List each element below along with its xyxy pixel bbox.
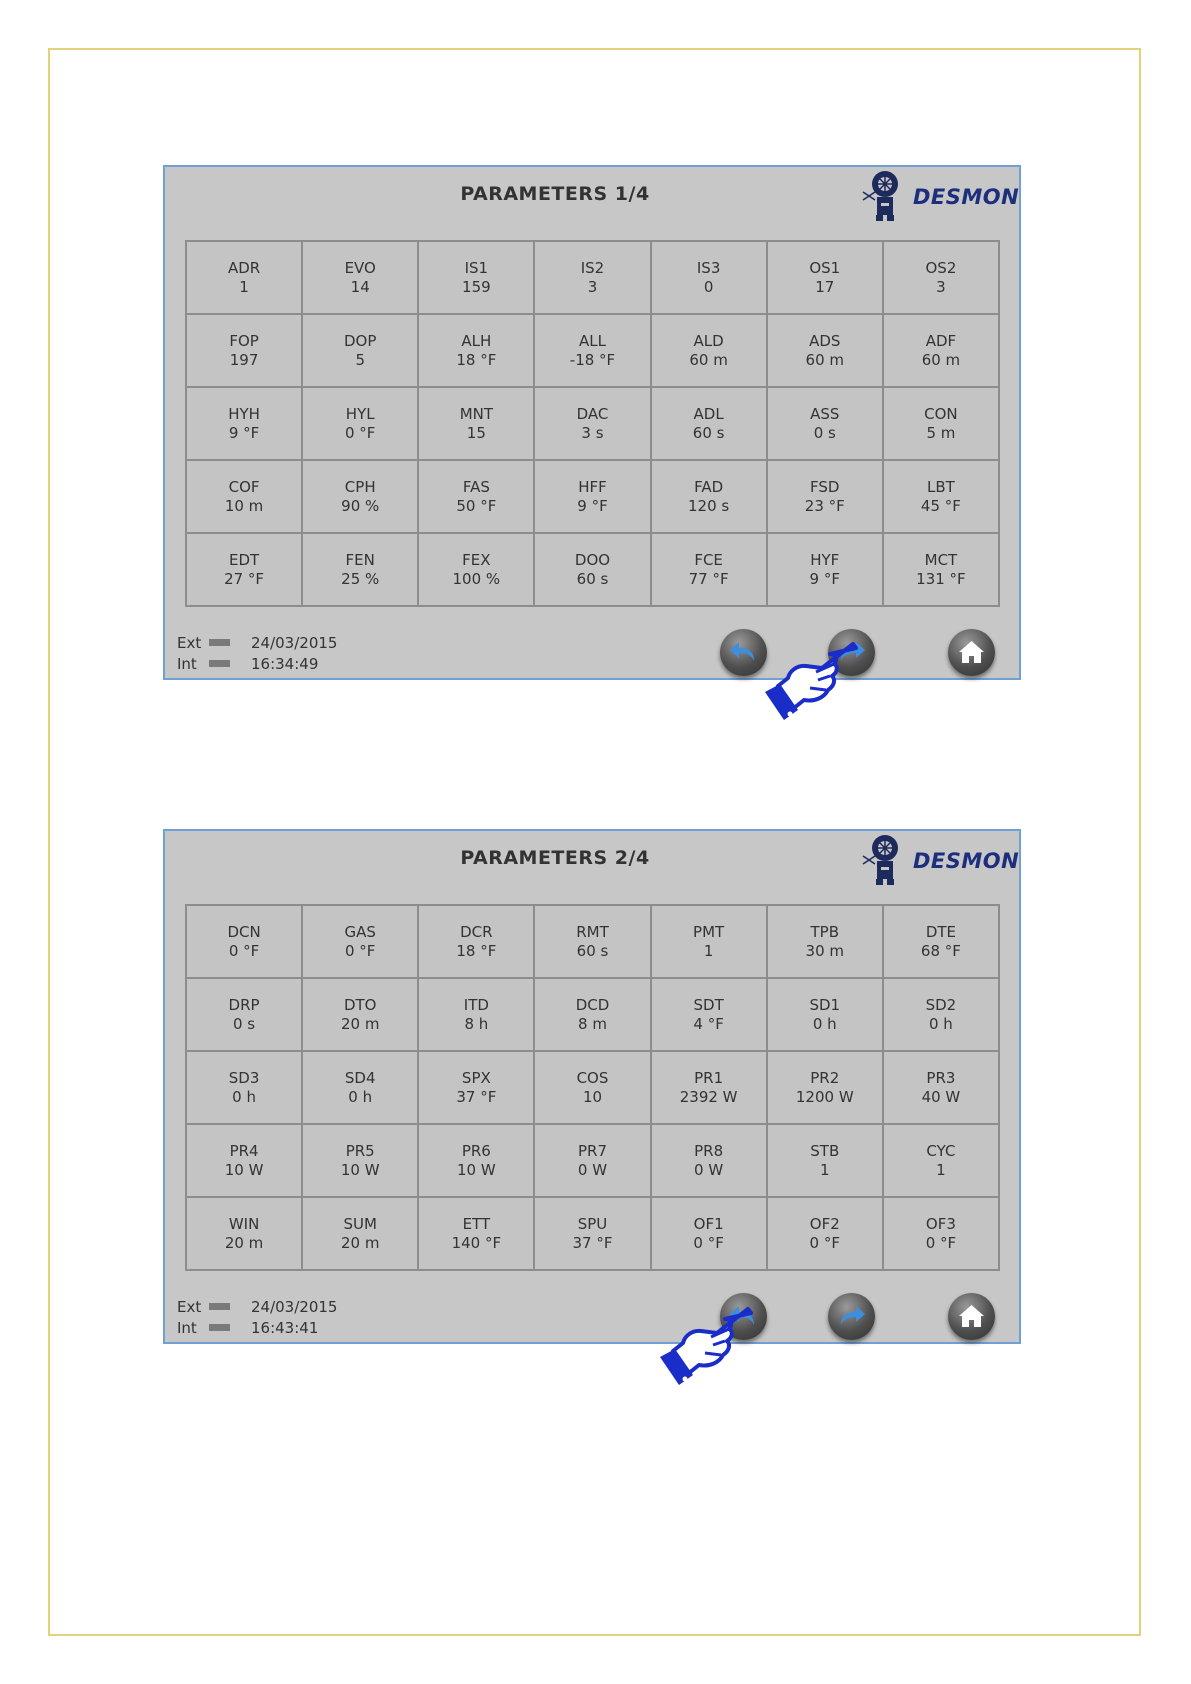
parameter-cell-hyl[interactable] xyxy=(302,387,418,460)
parameter-cell-pr8[interactable] xyxy=(651,1124,767,1197)
parameter-code: LBT xyxy=(927,477,955,496)
parameter-code: RMT xyxy=(576,922,609,941)
parameter-value: 10 W xyxy=(224,1160,264,1179)
parameter-value: 1 xyxy=(936,1160,946,1179)
parameter-value: 10 W xyxy=(340,1160,380,1179)
parameter-code: SD4 xyxy=(344,1068,376,1087)
parameter-code: ETT xyxy=(462,1214,491,1233)
parameter-cell-adl[interactable] xyxy=(651,387,767,460)
parameter-value: 131 °F xyxy=(916,569,966,588)
parameter-value: 20 m xyxy=(224,1233,264,1252)
parameter-value: 0 °F xyxy=(693,1233,724,1252)
parameters-panel-2 xyxy=(163,829,1021,1344)
parameter-cell-is1[interactable] xyxy=(418,241,534,314)
back-arrow-icon xyxy=(727,636,760,669)
parameter-value: 60 s xyxy=(692,423,725,442)
parameter-value: 5 xyxy=(355,350,365,369)
parameter-value: 0 s xyxy=(813,423,836,442)
int-indicator xyxy=(209,660,230,667)
parameter-value: 60 m xyxy=(805,350,844,369)
parameter-value: 0 s xyxy=(233,1014,256,1033)
parameter-value: 25 % xyxy=(341,569,380,588)
parameter-code: GAS xyxy=(344,922,376,941)
parameter-code: ADS xyxy=(809,331,841,350)
ext-label: Ext xyxy=(177,633,202,652)
parameter-code: PR6 xyxy=(461,1141,491,1160)
parameter-value: 27 °F xyxy=(224,569,265,588)
panel-title: PARAMETERS 2/4 xyxy=(460,847,650,869)
parameter-cell-is3[interactable] xyxy=(651,241,767,314)
parameter-value: 1 xyxy=(239,277,249,296)
parameters-panel-1 xyxy=(163,165,1021,680)
parameter-value: 9 °F xyxy=(228,423,260,442)
parameter-code: PMT xyxy=(693,922,725,941)
parameter-cell-pr3[interactable] xyxy=(883,1051,999,1124)
parameter-cell-sd4[interactable] xyxy=(302,1051,418,1124)
parameter-value: 20 m xyxy=(340,1233,380,1252)
parameter-value: 10 W xyxy=(457,1160,496,1179)
parameter-cell-fad[interactable] xyxy=(651,460,767,533)
parameter-code: DCN xyxy=(227,922,261,941)
parameter-cell-adf[interactable] xyxy=(883,314,999,387)
parameter-cell-hyf[interactable] xyxy=(767,533,883,606)
forward-arrow-icon xyxy=(835,1300,868,1333)
parameter-cell-dte[interactable] xyxy=(883,905,999,978)
parameter-value: 2392 W xyxy=(679,1087,738,1106)
parameter-value: 40 W xyxy=(921,1087,961,1106)
parameter-cell-evo[interactable] xyxy=(302,241,418,314)
parameter-code: SD1 xyxy=(809,995,841,1014)
parameter-value: 3 xyxy=(936,277,946,296)
parameter-cell-of2[interactable] xyxy=(767,1197,883,1270)
mascot-icon xyxy=(855,170,915,224)
parameter-code: DCD xyxy=(575,995,610,1014)
parameter-code: IS2 xyxy=(580,258,605,277)
logo-text: DESMON xyxy=(913,185,1020,209)
parameter-value: 3 xyxy=(587,277,598,296)
parameter-cell-doo[interactable] xyxy=(534,533,650,606)
parameter-code: ADR xyxy=(227,258,261,277)
parameter-code: FAS xyxy=(462,477,490,496)
time-display: 16:43:41 xyxy=(251,1318,319,1337)
parameter-cell-pr6[interactable] xyxy=(418,1124,534,1197)
parameter-code: PR3 xyxy=(926,1068,956,1087)
parameter-grid xyxy=(185,240,1000,607)
parameter-code: OF1 xyxy=(693,1214,724,1233)
parameter-value: 8 h xyxy=(464,1014,489,1033)
parameter-value: 14 xyxy=(350,277,370,296)
parameter-cell-is2[interactable] xyxy=(534,241,650,314)
int-label: Int xyxy=(177,1318,197,1337)
parameter-value: 37 °F xyxy=(572,1233,613,1252)
parameter-value: 15 xyxy=(466,423,486,442)
parameter-code: HYH xyxy=(228,404,260,423)
parameter-cell-sd2[interactable] xyxy=(883,978,999,1051)
parameter-cell-dcd[interactable] xyxy=(534,978,650,1051)
parameter-cell-fce[interactable] xyxy=(651,533,767,606)
parameter-cell-ett[interactable] xyxy=(418,1197,534,1270)
parameter-code: STB xyxy=(810,1141,840,1160)
parameter-cell-dac[interactable] xyxy=(534,387,650,460)
parameter-code: SD2 xyxy=(925,995,957,1014)
parameter-code: OF3 xyxy=(925,1214,956,1233)
parameter-code: ITD xyxy=(463,995,489,1014)
parameter-code: EVO xyxy=(344,258,376,277)
parameter-code: ASS xyxy=(810,404,840,423)
parameter-value: 0 xyxy=(703,277,714,296)
parameter-cell-stb[interactable] xyxy=(767,1124,883,1197)
parameter-cell-alh[interactable] xyxy=(418,314,534,387)
parameter-cell-fex[interactable] xyxy=(418,533,534,606)
parameter-value: 0 h xyxy=(348,1087,373,1106)
parameter-value: 20 m xyxy=(340,1014,380,1033)
parameter-code: SPU xyxy=(577,1214,608,1233)
parameter-code: SPX xyxy=(461,1068,491,1087)
parameter-code: IS3 xyxy=(696,258,721,277)
parameter-cell-os1[interactable] xyxy=(767,241,883,314)
parameter-value: 159 xyxy=(462,277,491,296)
parameter-code: PR2 xyxy=(810,1068,840,1087)
parameter-code: PR1 xyxy=(694,1068,724,1087)
parameter-cell-hyh[interactable] xyxy=(186,387,302,460)
parameter-cell-rmt[interactable] xyxy=(534,905,650,978)
parameter-cell-dcr[interactable] xyxy=(418,905,534,978)
parameter-code: ADL xyxy=(693,404,724,423)
parameter-code: FAD xyxy=(694,477,724,496)
parameter-code: PR4 xyxy=(229,1141,259,1160)
parameter-value: 0 h xyxy=(812,1014,837,1033)
parameter-code: DOP xyxy=(344,331,377,350)
ext-label: Ext xyxy=(177,1297,202,1316)
parameter-code: HYF xyxy=(810,550,840,569)
mascot-icon xyxy=(855,834,915,888)
parameter-code: SDT xyxy=(693,995,724,1014)
parameter-cell-fop[interactable] xyxy=(186,314,302,387)
date-display: 24/03/2015 xyxy=(251,633,338,652)
parameter-code: ALH xyxy=(461,331,492,350)
parameter-value: 4 °F xyxy=(693,1014,724,1033)
parameter-code: MCT xyxy=(924,550,958,569)
ext-indicator xyxy=(209,1303,230,1310)
parameter-cell-dcn[interactable] xyxy=(186,905,302,978)
parameter-code: DCR xyxy=(460,922,493,941)
parameter-code: PR5 xyxy=(345,1141,375,1160)
parameter-cell-sum[interactable] xyxy=(302,1197,418,1270)
parameter-cell-adr[interactable] xyxy=(186,241,302,314)
parameter-cell-sd3[interactable] xyxy=(186,1051,302,1124)
parameter-value: 8 m xyxy=(578,1014,607,1033)
parameter-value: 0 °F xyxy=(228,941,260,960)
parameter-value: 60 m xyxy=(689,350,728,369)
parameter-value: 10 m xyxy=(224,496,264,515)
parameter-cell-pmt[interactable] xyxy=(651,905,767,978)
parameter-cell-all[interactable] xyxy=(534,314,650,387)
parameter-code: PR7 xyxy=(577,1141,607,1160)
parameter-code: MNT xyxy=(459,404,494,423)
parameter-code: DTE xyxy=(925,922,957,941)
parameter-code: CON xyxy=(924,404,958,423)
parameter-cell-lbt[interactable] xyxy=(883,460,999,533)
parameter-code: IS1 xyxy=(464,258,489,277)
parameter-value: 60 s xyxy=(576,569,609,588)
ext-indicator xyxy=(209,639,230,646)
parameter-cell-tpb[interactable] xyxy=(767,905,883,978)
parameter-value: 37 °F xyxy=(456,1087,497,1106)
parameter-value: 120 s xyxy=(688,496,730,515)
parameter-value: 1200 W xyxy=(795,1087,854,1106)
parameter-code: OF2 xyxy=(809,1214,840,1233)
parameter-value: 1 xyxy=(820,1160,830,1179)
parameter-value: 60 s xyxy=(576,941,609,960)
parameter-value: 0 W xyxy=(577,1160,608,1179)
status-area xyxy=(177,632,337,674)
time-display: 16:34:49 xyxy=(251,654,319,673)
parameter-value: 10 xyxy=(582,1087,603,1106)
parameter-value: 18 °F xyxy=(456,941,497,960)
parameter-grid xyxy=(185,904,1000,1271)
home-button[interactable] xyxy=(948,1293,995,1340)
parameter-cell-pr7[interactable] xyxy=(534,1124,650,1197)
parameter-cell-cph[interactable] xyxy=(302,460,418,533)
parameter-value: 17 xyxy=(815,277,835,296)
parameter-value: 77 °F xyxy=(688,569,729,588)
parameter-value: 9 °F xyxy=(577,496,608,515)
parameter-code: FOP xyxy=(229,331,259,350)
parameter-cell-mnt[interactable] xyxy=(418,387,534,460)
parameter-value: 0 °F xyxy=(809,1233,840,1252)
panel-title: PARAMETERS 1/4 xyxy=(460,183,650,205)
parameter-code: SD3 xyxy=(228,1068,260,1087)
parameter-code: DTO xyxy=(343,995,377,1014)
int-label: Int xyxy=(177,654,197,673)
parameter-code: DOO xyxy=(574,550,611,569)
parameter-value: 30 m xyxy=(805,941,844,960)
parameter-cell-pr5[interactable] xyxy=(302,1124,418,1197)
parameter-cell-win[interactable] xyxy=(186,1197,302,1270)
parameter-cell-pr1[interactable] xyxy=(651,1051,767,1124)
parameter-code: CPH xyxy=(344,477,376,496)
parameter-cell-cof[interactable] xyxy=(186,460,302,533)
parameter-cell-pr2[interactable] xyxy=(767,1051,883,1124)
home-icon xyxy=(955,636,988,669)
parameter-cell-dto[interactable] xyxy=(302,978,418,1051)
int-indicator xyxy=(209,1324,230,1331)
parameter-value: 0 °F xyxy=(344,423,376,442)
parameter-code: HYL xyxy=(345,404,375,423)
parameter-cell-fen[interactable] xyxy=(302,533,418,606)
pointing-hand-icon xyxy=(655,1305,755,1395)
parameter-value: 68 °F xyxy=(920,941,961,960)
parameter-value: 100 % xyxy=(452,569,501,588)
parameter-code: CYC xyxy=(926,1141,956,1160)
parameter-value: 0 °F xyxy=(344,941,376,960)
date-display: 24/03/2015 xyxy=(251,1297,338,1316)
parameter-code: ADF xyxy=(925,331,957,350)
parameter-cell-itd[interactable] xyxy=(418,978,534,1051)
parameter-code: FEX xyxy=(462,550,491,569)
parameter-value: 0 h xyxy=(232,1087,256,1106)
home-button[interactable] xyxy=(948,629,995,676)
parameter-code: COS xyxy=(576,1068,609,1087)
parameter-cell-cos[interactable] xyxy=(534,1051,650,1124)
parameter-code: EDT xyxy=(228,550,260,569)
parameter-value: 50 °F xyxy=(456,496,497,515)
logo-text: DESMON xyxy=(913,849,1020,873)
home-icon xyxy=(955,1300,988,1333)
parameter-value: 0 h xyxy=(929,1014,953,1033)
parameter-code: OS1 xyxy=(809,258,841,277)
parameter-code: TPB xyxy=(810,922,840,941)
status-area xyxy=(177,1296,337,1338)
parameter-cell-fas[interactable] xyxy=(418,460,534,533)
parameter-cell-cyc[interactable] xyxy=(883,1124,999,1197)
parameter-code: DRP xyxy=(228,995,260,1014)
parameter-cell-ads[interactable] xyxy=(767,314,883,387)
parameter-code: OS2 xyxy=(925,258,957,277)
parameter-cell-drp[interactable] xyxy=(186,978,302,1051)
parameter-cell-sd1[interactable] xyxy=(767,978,883,1051)
parameter-value: 90 % xyxy=(341,496,380,515)
parameter-cell-gas[interactable] xyxy=(302,905,418,978)
parameter-cell-os2[interactable] xyxy=(883,241,999,314)
parameter-code: PR8 xyxy=(694,1141,724,1160)
parameter-cell-dop[interactable] xyxy=(302,314,418,387)
parameter-value: 1 xyxy=(703,941,714,960)
parameter-code: FSD xyxy=(810,477,840,496)
parameter-cell-spx[interactable] xyxy=(418,1051,534,1124)
parameter-value: 197 xyxy=(229,350,259,369)
parameter-value: 5 m xyxy=(926,423,956,442)
parameter-code: ALL xyxy=(579,331,606,350)
parameter-value: 9 °F xyxy=(809,569,840,588)
parameter-cell-pr4[interactable] xyxy=(186,1124,302,1197)
parameter-cell-hff[interactable] xyxy=(534,460,650,533)
parameter-code: COF xyxy=(228,477,260,496)
parameter-value: 0 °F xyxy=(925,1233,957,1252)
parameter-cell-ald[interactable] xyxy=(651,314,767,387)
parameter-value: 23 °F xyxy=(804,496,845,515)
parameter-cell-mct[interactable] xyxy=(883,533,999,606)
parameter-cell-of3[interactable] xyxy=(883,1197,999,1270)
parameter-value: 140 °F xyxy=(451,1233,502,1252)
parameter-value: 0 W xyxy=(694,1160,724,1179)
parameter-code: WIN xyxy=(228,1214,260,1233)
parameter-cell-edt[interactable] xyxy=(186,533,302,606)
parameter-code: FEN xyxy=(345,550,375,569)
next-button[interactable] xyxy=(828,1293,875,1340)
parameter-value: -18 °F xyxy=(569,350,616,369)
parameter-code: HFF xyxy=(578,477,607,496)
parameter-cell-of1[interactable] xyxy=(651,1197,767,1270)
parameter-value: 45 °F xyxy=(920,496,961,515)
parameter-value: 3 s xyxy=(581,423,604,442)
parameter-code: ALD xyxy=(693,331,724,350)
parameter-value: 60 m xyxy=(921,350,961,369)
parameter-value: 18 °F xyxy=(456,350,497,369)
parameter-cell-ass[interactable] xyxy=(767,387,883,460)
parameter-code: FCE xyxy=(694,550,723,569)
parameter-code: SUM xyxy=(343,1214,377,1233)
parameter-cell-con[interactable] xyxy=(883,387,999,460)
parameter-cell-spu[interactable] xyxy=(534,1197,650,1270)
pointing-hand-icon xyxy=(760,640,860,730)
parameter-cell-fsd[interactable] xyxy=(767,460,883,533)
parameter-code: DAC xyxy=(576,404,609,423)
parameter-cell-sdt[interactable] xyxy=(651,978,767,1051)
